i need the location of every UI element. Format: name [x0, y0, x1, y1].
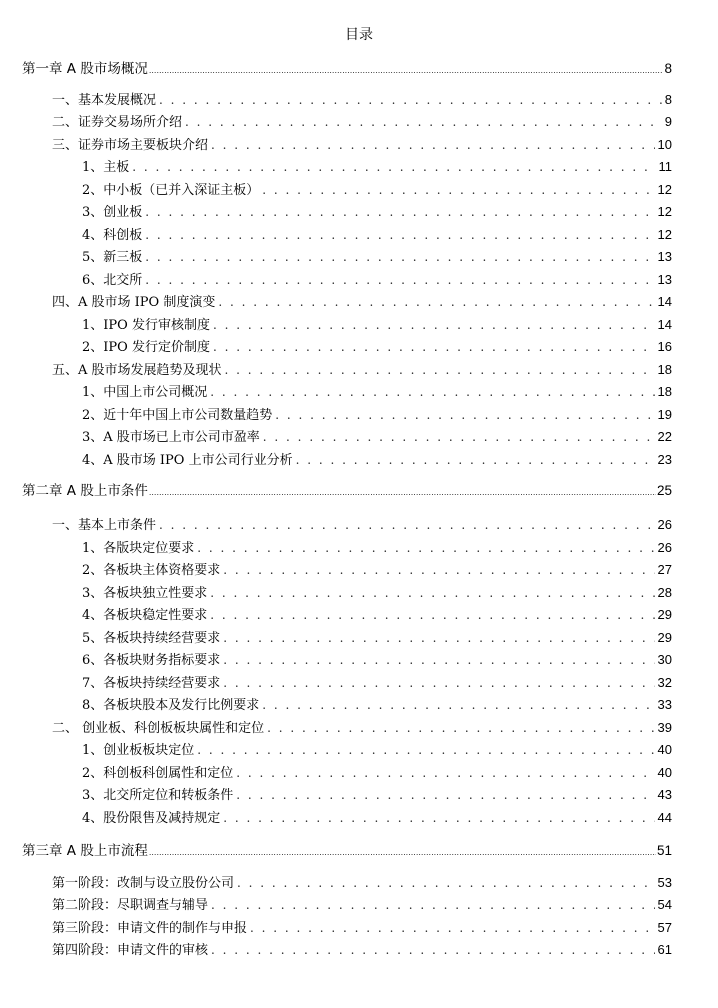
toc-item-entry[interactable]: [82, 672, 672, 694]
toc-entry-label: 第四阶段：申请文件的审核: [52, 943, 209, 958]
toc-chapter-entry[interactable]: [22, 58, 672, 80]
toc-entry-page-number: 8: [664, 92, 672, 107]
toc-entry-label: 二、 创业板、科创板板块属性和定位: [52, 721, 265, 736]
toc-entry-page-number: 9: [664, 114, 672, 129]
toc-section-entry[interactable]: [52, 291, 672, 313]
toc-entry-page-number: 51: [656, 843, 672, 858]
toc-item-entry[interactable]: [82, 784, 672, 806]
toc-item-entry[interactable]: [82, 269, 672, 291]
toc-entry-page-number: 18: [657, 362, 672, 377]
toc-entry-page-number: 13: [657, 272, 672, 287]
toc-entry-label: 1、IPO 发行审核制度: [82, 318, 210, 333]
dot-leader: [159, 89, 662, 111]
toc-entry-page-number: 26: [657, 540, 672, 555]
toc-section-entry[interactable]: [52, 894, 672, 916]
toc-entry-label: 五、A 股市场发展趋势及现状: [52, 363, 222, 378]
dot-leader: [132, 156, 655, 178]
dot-leader: [225, 359, 655, 381]
dot-leader: [262, 694, 654, 716]
toc-entry-label: 5、新三板: [82, 250, 143, 265]
toc-entry-label: 7、各板块持续经营要求: [82, 676, 221, 691]
toc-item-entry[interactable]: [82, 224, 672, 246]
dot-leader: [262, 179, 654, 201]
toc-item-entry[interactable]: [82, 582, 672, 604]
toc-entry-label: 4、股份限售及减持规定: [82, 811, 221, 826]
dot-leader: [210, 604, 654, 626]
toc-item-entry[interactable]: [82, 179, 672, 201]
toc-entry-label: 第三章 A 股上市流程: [22, 843, 148, 859]
toc-entry-page-number: 29: [657, 607, 672, 622]
toc-entry-page-number: 40: [657, 765, 672, 780]
toc-entry-label: 一、基本上市条件: [52, 518, 157, 533]
dot-leader: [223, 627, 654, 649]
dot-leader: [296, 449, 655, 471]
toc-entry-label: 2、近十年中国上市公司数量趋势: [82, 408, 273, 423]
dot-leader: [236, 784, 654, 806]
toc-entry-label: 第一章 A 股市场概况: [22, 61, 148, 77]
toc-item-entry[interactable]: [82, 426, 672, 448]
dot-leader: [223, 672, 654, 694]
toc-entry-label: 1、主板: [82, 160, 130, 175]
dot-leader: [197, 537, 654, 559]
toc-entry-page-number: 22: [657, 429, 672, 444]
dot-leader: [223, 559, 654, 581]
toc-item-entry[interactable]: [82, 627, 672, 649]
toc-item-entry[interactable]: [82, 156, 672, 178]
toc-entry-page-number: 19: [657, 407, 672, 422]
toc-entry-page-number: 26: [657, 517, 672, 532]
toc-entry-page-number: 43: [657, 787, 672, 802]
dot-leader: [149, 482, 656, 504]
toc-entry-page-number: 14: [657, 317, 672, 332]
toc-entry-page-number: 44: [657, 810, 672, 825]
toc-section-entry[interactable]: [52, 359, 672, 381]
toc-item-entry[interactable]: [82, 201, 672, 223]
toc-entry-page-number: 12: [657, 182, 672, 197]
dot-leader: [159, 514, 655, 536]
toc-entry-label: 第一阶段：改制与设立股份公司: [52, 876, 235, 891]
toc-entry-page-number: 54: [657, 897, 672, 912]
toc-entry-page-number: 33: [657, 697, 672, 712]
toc-entry-page-number: 18: [657, 384, 672, 399]
dot-leader: [236, 762, 654, 784]
toc-entry-label: 1、各版块定位要求: [82, 541, 195, 556]
dot-leader: [149, 842, 656, 864]
toc-entry-label: 4、A 股市场 IPO 上市公司行业分析: [82, 453, 293, 468]
toc-entry-page-number: 61: [657, 942, 672, 957]
dot-leader: [211, 894, 655, 916]
toc-entry-label: 第二阶段：尽职调查与辅导: [52, 898, 209, 913]
toc-entry-label: 第二章 A 股上市条件: [22, 483, 148, 499]
toc-entry-label: 3、各板块独立性要求: [82, 586, 208, 601]
toc-item-entry[interactable]: [82, 404, 672, 426]
toc-section-entry[interactable]: [52, 134, 672, 156]
toc-entry-label: 2、各板块主体资格要求: [82, 563, 221, 578]
toc-entry-page-number: 12: [657, 204, 672, 219]
toc-entry-label: 4、科创板: [82, 228, 143, 243]
dot-leader: [210, 381, 654, 403]
dot-leader: [213, 336, 655, 358]
toc-entry-label: 第三阶段：申请文件的制作与申报: [52, 921, 248, 936]
toc-item-entry[interactable]: [82, 246, 672, 268]
dot-leader: [210, 582, 654, 604]
toc-entry-page-number: 57: [657, 920, 672, 935]
toc-entry-label: 四、A 股市场 IPO 制度演变: [52, 295, 216, 310]
toc-entry-page-number: 30: [657, 652, 672, 667]
dot-leader: [211, 939, 655, 961]
toc-section-entry[interactable]: [52, 514, 672, 536]
dot-leader: [223, 649, 654, 671]
toc-section-entry[interactable]: [52, 917, 672, 939]
toc-entry-page-number: 32: [657, 675, 672, 690]
toc-entry-page-number: 14: [657, 294, 672, 309]
toc-entry-page-number: 40: [657, 742, 672, 757]
dot-leader: [267, 717, 654, 739]
toc-item-entry[interactable]: [82, 381, 672, 403]
toc-entry-page-number: 29: [657, 630, 672, 645]
dot-leader: [145, 201, 654, 223]
dot-leader: [237, 872, 655, 894]
toc-entry-page-number: 27: [657, 562, 672, 577]
toc-entry-label: 1、创业板板块定位: [82, 743, 195, 758]
toc-entry-label: 3、北交所定位和转板条件: [82, 788, 234, 803]
toc-entry-label: 2、科创板科创属性和定位: [82, 766, 234, 781]
toc-entry-label: 一、基本发展概况: [52, 93, 157, 108]
toc-entry-label: 8、各板块股本及发行比例要求: [82, 698, 260, 713]
dot-leader: [263, 426, 655, 448]
toc-entry-page-number: 16: [657, 339, 672, 354]
toc-entry-page-number: 13: [657, 249, 672, 264]
dot-leader: [211, 134, 655, 156]
toc-entry-page-number: 53: [657, 875, 672, 890]
dot-leader: [145, 269, 654, 291]
toc-entry-page-number: 23: [657, 452, 672, 467]
toc-entry-label: 二、证券交易场所介绍: [52, 115, 183, 130]
toc-section-entry[interactable]: [52, 872, 672, 894]
toc-chapter-entry[interactable]: [22, 840, 672, 862]
toc-entry-page-number: 8: [664, 61, 672, 76]
toc-item-entry[interactable]: [82, 336, 672, 358]
dot-leader: [218, 291, 654, 313]
toc-section-entry[interactable]: [52, 111, 672, 133]
toc-item-entry[interactable]: [82, 762, 672, 784]
toc-entry-label: 5、各板块持续经营要求: [82, 631, 221, 646]
toc-entry-label: 2、中小板（已并入深证主板）: [82, 183, 260, 198]
toc-entry-page-number: 10: [657, 137, 672, 152]
toc-item-entry[interactable]: [82, 649, 672, 671]
toc-entry-label: 2、IPO 发行定价制度: [82, 340, 210, 355]
toc-item-entry[interactable]: [82, 537, 672, 559]
toc-section-entry[interactable]: [52, 89, 672, 111]
dot-leader: [185, 111, 662, 133]
toc-item-entry[interactable]: [82, 807, 672, 829]
dot-leader: [145, 224, 654, 246]
toc-item-entry[interactable]: [82, 604, 672, 626]
toc-entry-label: 4、各板块稳定性要求: [82, 608, 208, 623]
dot-leader: [145, 246, 654, 268]
toc-entry-label: 6、北交所: [82, 273, 143, 288]
dot-leader: [275, 404, 654, 426]
toc-section-entry[interactable]: [52, 717, 672, 739]
toc-item-entry[interactable]: [82, 449, 672, 471]
toc-chapter-entry[interactable]: [22, 480, 672, 502]
dot-leader: [250, 917, 655, 939]
toc-entry-label: 3、创业板: [82, 205, 143, 220]
toc-section-entry[interactable]: [52, 939, 672, 961]
dot-leader: [223, 807, 654, 829]
toc-entry-page-number: 12: [657, 227, 672, 242]
toc-entry-label: 6、各板块财务指标要求: [82, 653, 221, 668]
dot-leader: [213, 314, 655, 336]
dot-leader: [149, 60, 664, 82]
toc-entry-page-number: 39: [657, 720, 672, 735]
toc-item-entry[interactable]: [82, 739, 672, 761]
toc-entry-label: 1、中国上市公司概况: [82, 385, 208, 400]
toc-entry-page-number: 28: [657, 585, 672, 600]
dot-leader: [197, 739, 654, 761]
toc-item-entry[interactable]: [82, 559, 672, 581]
toc-entry-page-number: 25: [656, 483, 672, 498]
toc-item-entry[interactable]: [82, 694, 672, 716]
page-title: 目录: [345, 27, 373, 43]
toc-entry-page-number: 11: [658, 159, 672, 174]
toc-entry-label: 3、A 股市场已上市公司市盈率: [82, 430, 260, 445]
toc-entry-label: 三、证券市场主要板块介绍: [52, 138, 209, 153]
toc-item-entry[interactable]: [82, 314, 672, 336]
